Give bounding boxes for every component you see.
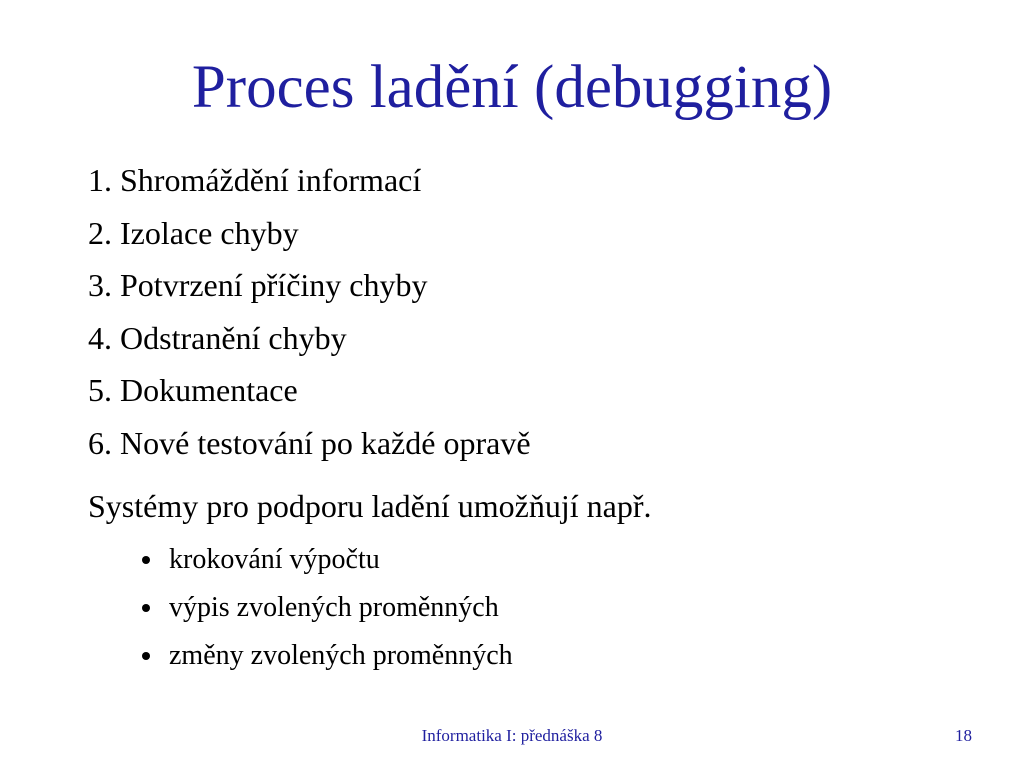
list-item: 2. Izolace chyby bbox=[88, 214, 299, 251]
footer-title: Informatika I: přednáška 8 bbox=[421, 726, 603, 745]
debugging-steps-list bbox=[88, 154, 531, 470]
bullet-text: krokování výpočtu bbox=[169, 544, 380, 575]
slide-title: Proces ladění (debugging) bbox=[191, 54, 833, 121]
bullet-dot-icon bbox=[142, 604, 150, 612]
bullet-dot-icon bbox=[142, 556, 150, 564]
intro-text: Systémy pro podporu ladění umožňují např. bbox=[88, 488, 652, 524]
list-item: 1. Shromáždění informací bbox=[88, 162, 422, 198]
bullet-item bbox=[140, 536, 513, 584]
bullet-dot-icon bbox=[142, 652, 150, 660]
list-item: 4. Odstranění chyby bbox=[88, 319, 347, 356]
bullet-item bbox=[140, 584, 513, 632]
page-number: 18 bbox=[955, 726, 972, 745]
features-bullet-list bbox=[140, 536, 513, 680]
list-item: 3. Potvrzení příčiny chyby bbox=[88, 267, 428, 304]
bullet-text: změny zvolených proměnných bbox=[169, 640, 513, 671]
bullet-item bbox=[140, 632, 513, 680]
bullet-text: výpis zvolených proměnných bbox=[169, 592, 499, 623]
list-item: 5. Dokumentace bbox=[88, 372, 298, 409]
list-item: 6. Nové testování po každé opravě bbox=[88, 424, 531, 461]
